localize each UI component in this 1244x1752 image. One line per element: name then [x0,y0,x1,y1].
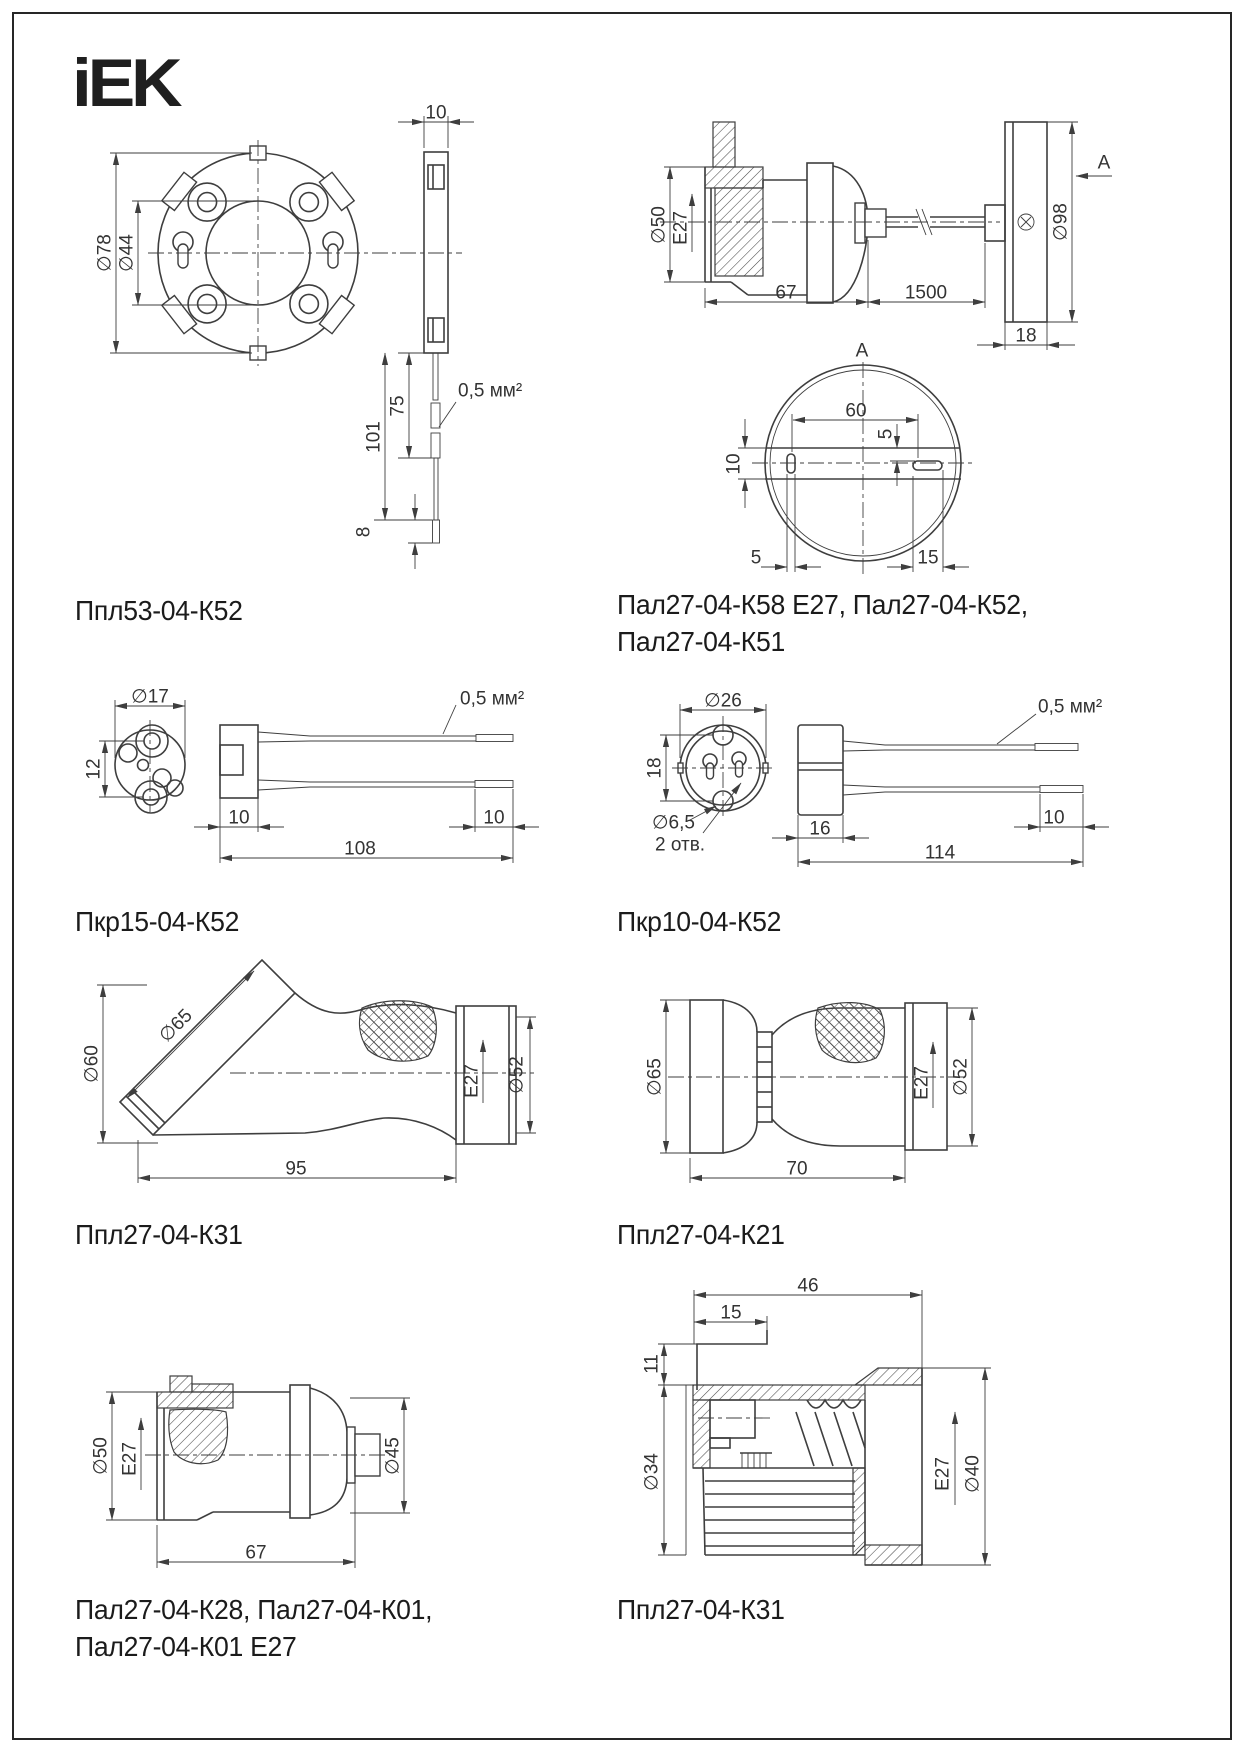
figure-caption-ppl53-04-k52: Ппл53-04-К52 [75,595,243,626]
dim-18: 18 [644,757,666,779]
dim-d52: ∅52 [506,1056,528,1094]
pendant-holder-view [660,122,1047,322]
dim-d78: ∅78 [94,234,116,272]
figure-caption-ppl27-04-k31: Ппл27-04-К31 [75,1219,243,1250]
dim-d50: ∅50 [90,1437,112,1475]
dim-10: 10 [425,102,447,124]
dim-16: 16 [809,818,831,840]
caption-line-1: Пал27-04-К58 Е27, Пал27-04-К52, [617,589,1028,620]
figure-caption-pal27-04-k58 [617,586,1028,660]
figure-pal27-04-k58-drawing [649,122,1113,578]
dim-d44: ∅44 [116,234,138,272]
dim-d40: ∅40 [962,1455,984,1493]
dim-e27: E27 [461,1064,483,1098]
dim-10-tip: 10 [1043,807,1065,829]
figure-ppl27-04-k21-drawing [645,1000,979,1183]
dim-d52: ∅52 [950,1058,972,1096]
dim-75: 75 [387,395,409,417]
dim-70: 70 [786,1158,808,1180]
dim-60: 60 [845,400,867,422]
caption-line-2: Пал27-04-К01 Е27 [75,1631,297,1662]
figure-pkr15-04-k52-drawing [84,687,540,864]
dim-d60: ∅60 [81,1045,103,1083]
view-arrow-label: A [1097,152,1111,174]
dim-e27: E27 [932,1457,954,1491]
dim-67: 67 [775,282,797,304]
caption-line-2: Пал27-04-К51 [617,626,785,657]
flange-front-view [148,140,462,366]
pkr15-front-view [115,720,185,813]
dim-d26: ∅26 [704,690,742,712]
flange-dimensions [95,103,523,570]
dim-10-body: 10 [228,807,250,829]
dim-46: 46 [797,1275,819,1297]
iek-logo: iEK [72,45,179,121]
k28-dimensions [91,1392,411,1568]
view-a-circle [752,362,975,578]
dim-15: 15 [720,1302,742,1324]
pkr10-dimensions [645,691,1110,868]
k31s-outline [686,1330,922,1565]
dim-d65: ∅65 [155,1005,197,1047]
caption-line-1: Пал27-04-К28, Пал27-04-К01, [75,1594,433,1625]
figure-caption-pkr10-04-k52: Пкр10-04-К52 [617,906,782,937]
dim-d50: ∅50 [648,206,670,244]
figure-caption-ppl27-04-k31-section: Ппл27-04-К31 [617,1594,785,1625]
figure-ppl53-04-k52-drawing [95,103,523,570]
dim-114: 114 [924,842,956,864]
dim-95: 95 [285,1158,307,1180]
dim-e27: E27 [119,1442,141,1476]
dim-11: 11 [641,1354,663,1374]
figure-ppl27-04-k31-section-drawing [642,1276,992,1566]
dim-67: 67 [245,1542,267,1564]
holes-label: 2 отв. [655,834,706,856]
dim-e27: E27 [911,1066,933,1100]
dim-10-tip: 10 [483,807,505,829]
pkr15-side-view [220,705,513,798]
dim-d65: ∅65 [644,1058,666,1096]
dim-5-right: 5 [875,428,897,440]
k21-dimensions [645,1000,979,1183]
wire-section-label: 0,5 мм² [460,688,525,710]
dim-8: 8 [353,526,375,538]
figure-pal27-04-k28-drawing [91,1376,411,1568]
dim-d98: ∅98 [1050,203,1072,241]
figure-caption-pkr15-04-k52: Пкр15-04-К52 [75,906,240,937]
dim-101: 101 [363,421,385,453]
figure-caption-ppl27-04-k21: Ппл27-04-К21 [617,1219,785,1250]
view-a-dimensions [724,341,970,573]
dim-d6-5: ∅6,5 [652,812,695,834]
flange-side-view [424,152,448,543]
dim-10-left: 10 [723,453,745,475]
dim-18: 18 [1015,325,1037,347]
dim-12: 12 [83,758,105,780]
figure-caption-pal27-04-k28 [75,1591,432,1665]
dim-5-bottom: 5 [750,547,762,569]
figure-pkr10-04-k52-drawing [645,691,1110,868]
wire-section-label: 0,5 мм² [1038,696,1103,718]
dim-e27: E27 [670,211,692,245]
k31-outline [120,960,535,1144]
dim-1500: 1500 [904,282,948,304]
dim-108: 108 [344,838,376,860]
dim-d34: ∅34 [641,1453,663,1491]
dim-15-bottom: 15 [917,547,939,569]
view-a-label: A [855,340,869,362]
pkr15-dimensions [84,687,540,864]
figure-ppl27-04-k31-drawing [82,960,537,1183]
dim-d45: ∅45 [382,1437,404,1475]
pkr10-front-view [672,716,774,820]
dim-d17: ∅17 [131,686,169,708]
wire-section-label: 0,5 мм² [458,380,523,402]
